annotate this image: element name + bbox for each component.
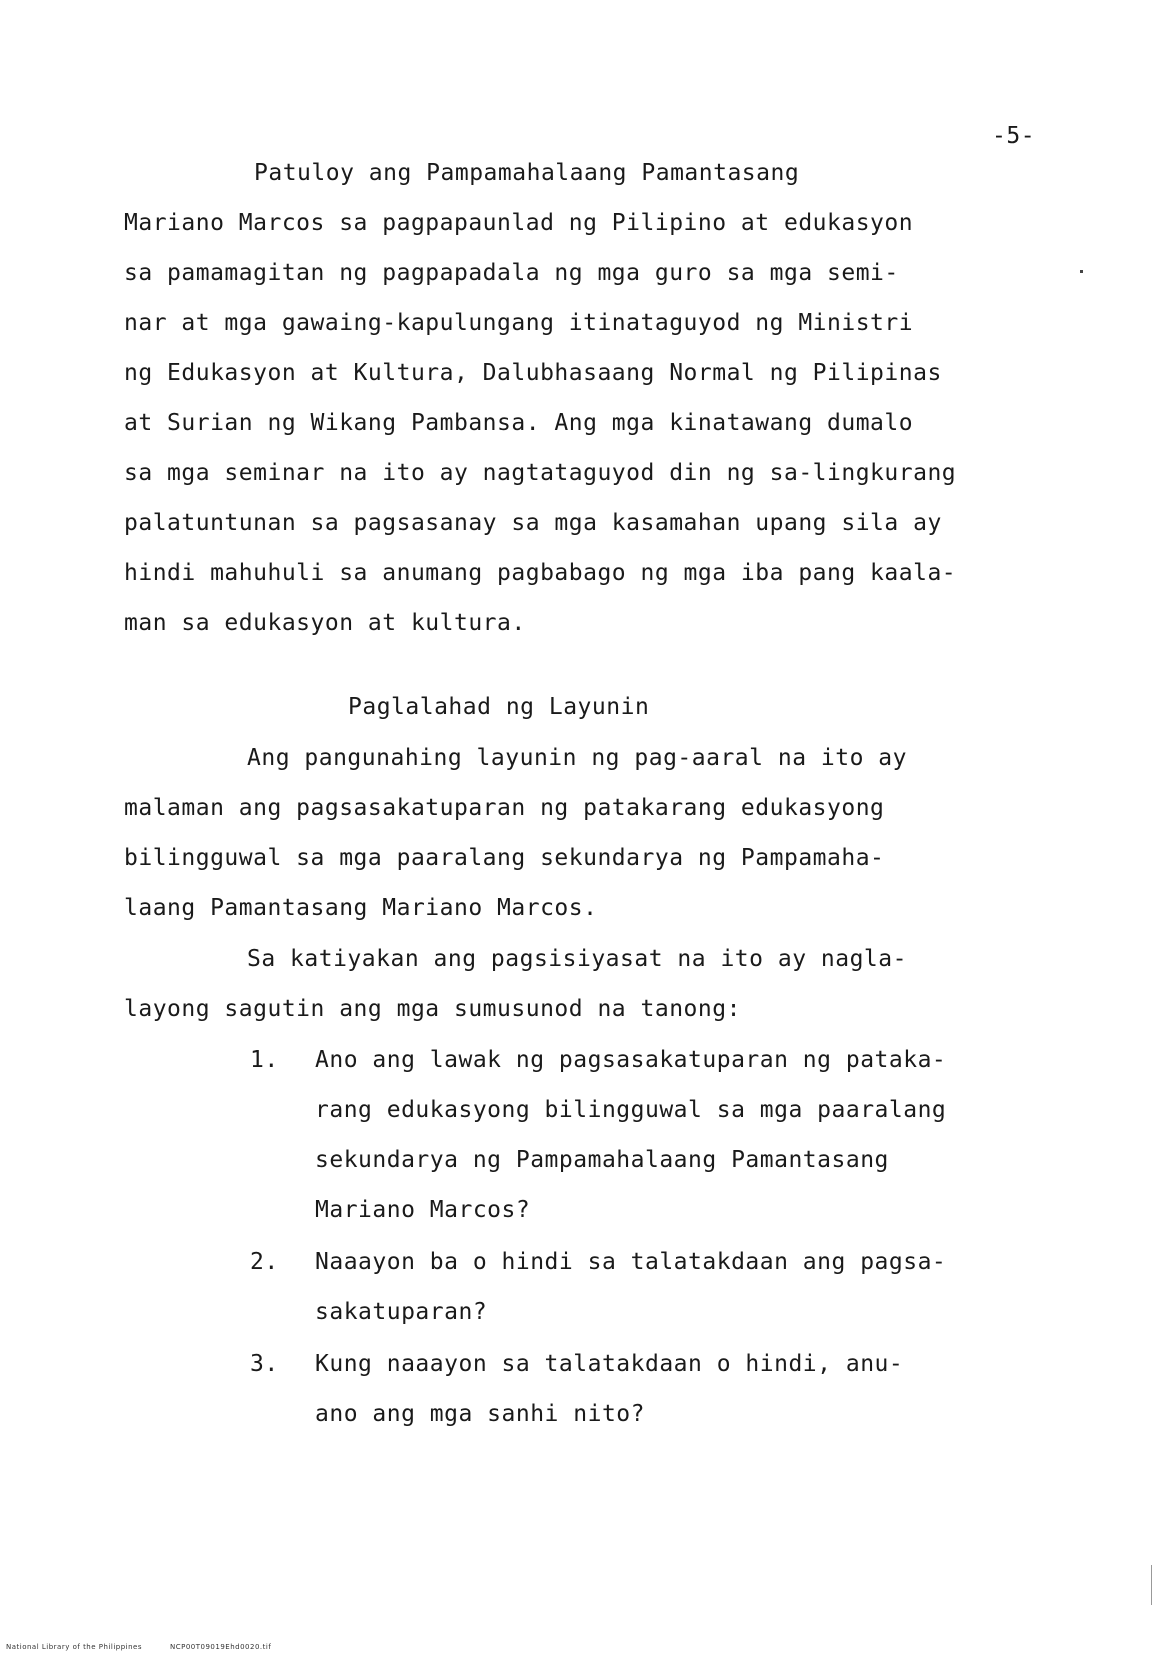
scan-speck (1080, 270, 1083, 273)
question-line: Kung naaayon sa talatakdaan o hindi, anu- (315, 1351, 904, 1377)
paragraph-1-line: nar at mga gawaing-kapulungang itinataguyod ng Ministri (124, 310, 914, 336)
paragraph-1-line: at Surian ng Wikang Pambansa. Ang mga kinatawang dumalo (124, 410, 914, 436)
paragraph-1-line: sa mga seminar na ito ay nagtataguyod din ng sa-lingkurang (124, 460, 957, 486)
paragraph-3-line: Sa katiyakan ang pagsisiyasat na ito ay nagla- (247, 946, 907, 972)
paragraph-2-line: bilingguwal sa mga paaralang sekundarya ng Pampamaha- (124, 845, 885, 871)
paragraph-1-line: man sa edukasyon at kultura. (124, 610, 526, 636)
scan-edge-mark (1151, 1565, 1152, 1605)
section-heading: Paglalahad ng Layunin (348, 694, 650, 720)
paragraph-1-line: Mariano Marcos sa pagpapaunlad ng Pilipino at edukasyon (124, 210, 914, 236)
question-line: sakatuparan? (315, 1299, 488, 1325)
paragraph-1-line: Patuloy ang Pampamahalaang Pamantasang (254, 160, 800, 186)
question-line: Mariano Marcos? (315, 1197, 531, 1223)
question-number: 3. (250, 1351, 279, 1377)
question-line: rang edukasyong bilingguwal sa mga paaralang (315, 1097, 947, 1123)
paragraph-2-line: malaman ang pagsasakatuparan ng patakarang edukasyong (124, 795, 885, 821)
question-line: Ano ang lawak ng pagsasakatuparan ng pataka- (315, 1047, 947, 1073)
paragraph-1-line: sa pamamagitan ng pagpapadala ng mga guro sa mga semi- (124, 260, 899, 286)
footer-library: National Library of the Philippines (6, 1643, 142, 1651)
footer-file-id: NCP00T09019Ehd0020.tif (170, 1643, 272, 1651)
paragraph-1-line: hindi mahuhuli sa anumang pagbabago ng mga iba pang kaala- (124, 560, 957, 586)
scan-footer (6, 1643, 299, 1651)
question-line: ano ang mga sanhi nito? (315, 1401, 645, 1427)
paragraph-3-line: layong sagutin ang mga sumusunod na tanong: (124, 996, 741, 1022)
question-number: 2. (250, 1249, 279, 1275)
page-number: -5- (992, 123, 1036, 149)
paragraph-2-line: Ang pangunahing layunin ng pag-aaral na ito ay (247, 745, 907, 771)
question-line: sekundarya ng Pampamahalaang Pamantasang (315, 1147, 889, 1173)
paragraph-1-line: palatuntunan sa pagsasanay sa mga kasamahan upang sila ay (124, 510, 942, 536)
question-number: 1. (250, 1047, 279, 1073)
paragraph-1-line: ng Edukasyon at Kultura, Dalubhasaang Normal ng Pilipinas (124, 360, 942, 386)
question-line: Naaayon ba o hindi sa talatakdaan ang pagsa- (315, 1249, 947, 1275)
paragraph-2-line: laang Pamantasang Mariano Marcos. (124, 895, 598, 921)
